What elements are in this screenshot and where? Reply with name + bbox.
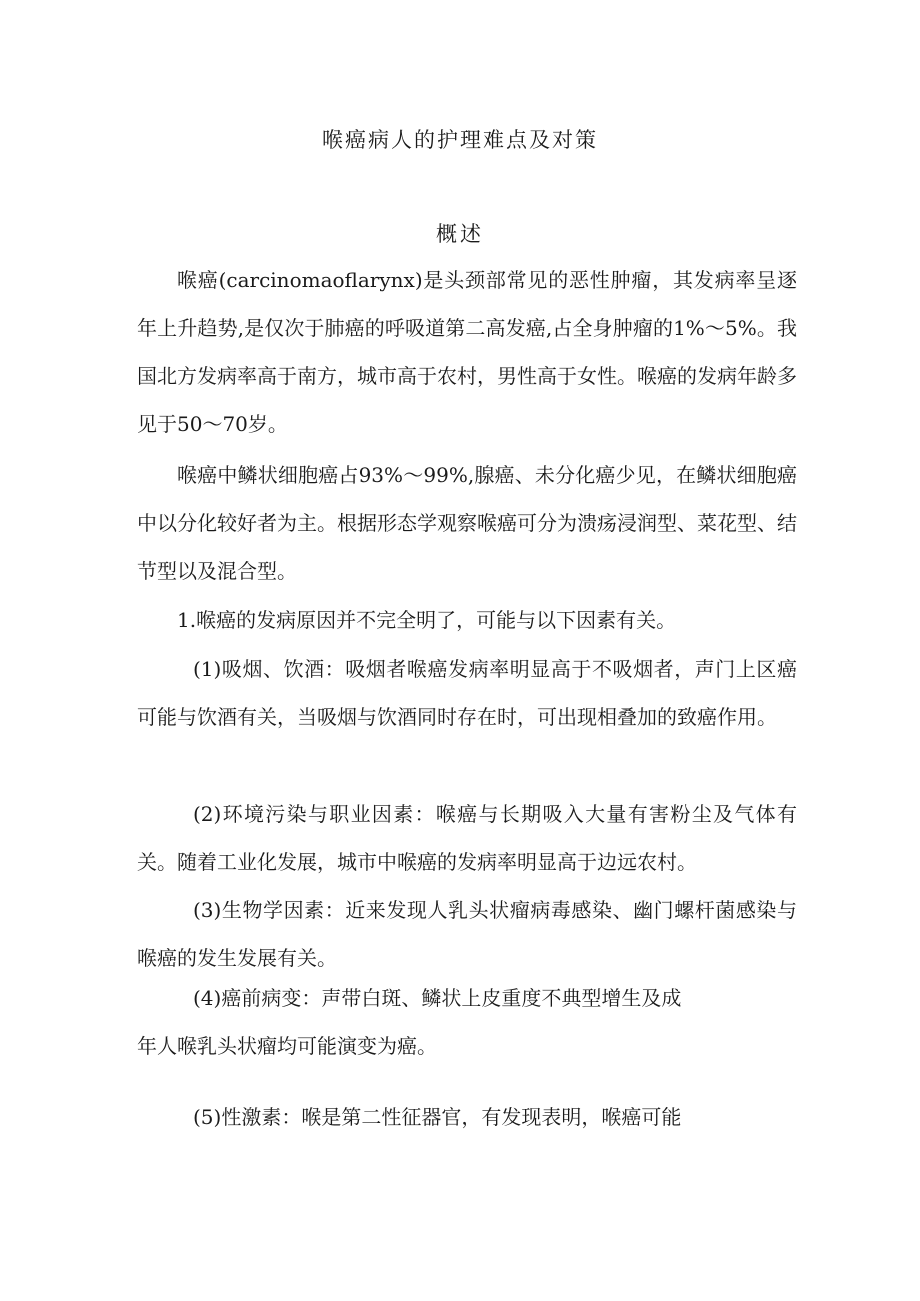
paragraph-causes-heading: 1.喉癌的发病原因并不完全明了，可能与以下因素有关。 (177, 608, 677, 632)
section-heading-overview: 概述 (436, 222, 484, 246)
paragraph-pathology: 喉癌中鳞状细胞癌占93%～99%,腺癌、未分化癌少见，在鳞状细胞癌中以分化较好者为主。根据形态学观察喉癌可分为溃疡浸润型、菜花型、结节型以及混合型。 (137, 463, 797, 583)
paragraph-intro: 喉癌(carcinomaoflarynx)是头颈部常见的恶性肿瘤，其发病率呈逐年上升趋势,是仅次于肺癌的呼吸道第二高发癌,占全身肿瘤的1%～5%。我国北方发病率高于南方，城市高于农村，男性高于女性。喉癌的发病年龄多见于50～70岁。 (137, 268, 797, 436)
paragraph-cause-biology: (3)生物学因素：近来发现人乳头状瘤病毒感染、幽门螺杆菌感染与喉癌的发生发展有关。 (137, 898, 797, 970)
document-title: 喉癌病人的护理难点及对策 (322, 128, 598, 152)
paragraph-cause-precancer-line1: (4)癌前病变：声带白斑、鳞状上皮重度不典型增生及成 (193, 986, 682, 1010)
paragraph-cause-smoking: (1)吸烟、饮酒：吸烟者喉癌发病率明显高于不吸烟者，声门上区癌可能与饮酒有关，当吸烟与饮酒同时存在时，可出现相叠加的致癌作用。 (137, 657, 797, 729)
paragraph-cause-hormone-line1: (5)性激素：喉是第二性征器官，有发现表明，喉癌可能 (193, 1105, 682, 1129)
paragraph-cause-precancer-line2: 年人喉乳头状瘤均可能演变为癌。 (137, 1034, 437, 1058)
paragraph-cause-environment: (2)环境污染与职业因素：喉癌与长期吸入大量有害粉尘及气体有关。随着工业化发展，城市中喉癌的发病率明显高于边远农村。 (137, 802, 797, 874)
